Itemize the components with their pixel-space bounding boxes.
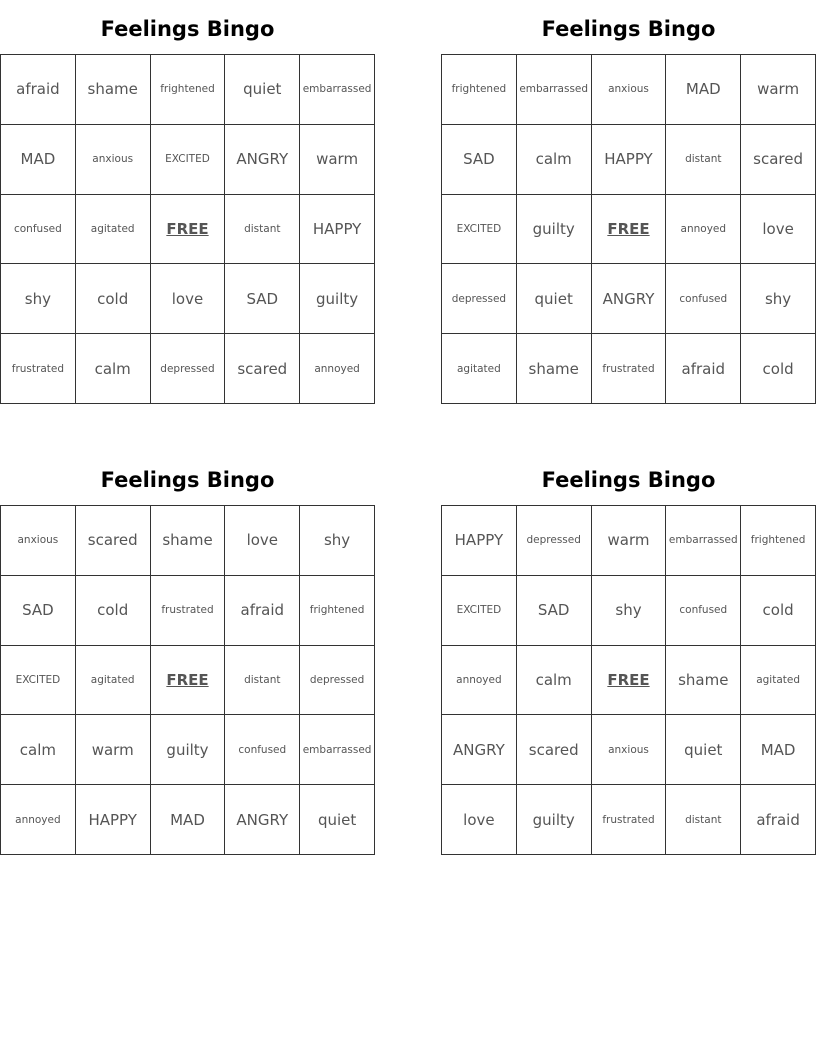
bingo-cell: calm [517,125,592,195]
bingo-cell: love [151,264,226,334]
bingo-cell: frightened [300,576,375,646]
bingo-cell: ANGRY [442,715,517,785]
bingo-cell: HAPPY [300,195,375,265]
bingo-cell: quiet [225,55,300,125]
bingo-cell: annoyed [1,785,76,855]
bingo-cell: MAD [666,55,741,125]
bingo-cell: SAD [1,576,76,646]
bingo-cell: EXCITED [442,576,517,646]
bingo-cell: calm [1,715,76,785]
bingo-cell: agitated [741,646,816,716]
bingo-cell: scared [741,125,816,195]
bingo-cell: warm [592,506,667,576]
bingo-cell: distant [225,195,300,265]
card-title: Feelings Bingo [100,17,275,41]
bingo-cell: guilty [517,195,592,265]
bingo-grid [441,54,816,404]
bingo-cell: love [741,195,816,265]
bingo-cell: shy [1,264,76,334]
bingo-cell: shy [300,506,375,576]
bingo-cell: calm [517,646,592,716]
bingo-cell: cold [76,576,151,646]
bingo-cell: annoyed [300,334,375,404]
bingo-cell: embarrassed [666,506,741,576]
bingo-cell: agitated [442,334,517,404]
bingo-cell: guilty [300,264,375,334]
bingo-cell: distant [666,125,741,195]
bingo-cell: frustrated [592,785,667,855]
bingo-cell: HAPPY [442,506,517,576]
bingo-cell: HAPPY [592,125,667,195]
bingo-cell: confused [666,576,741,646]
bingo-cell: annoyed [666,195,741,265]
bingo-cell: ANGRY [592,264,667,334]
bingo-card-2 [441,16,816,378]
bingo-cell: confused [225,715,300,785]
free-space-cell: FREE [592,195,667,265]
bingo-cell: ANGRY [225,785,300,855]
bingo-cell: agitated [76,195,151,265]
bingo-cell: HAPPY [76,785,151,855]
bingo-cell: afraid [225,576,300,646]
bingo-cell: confused [666,264,741,334]
bingo-cell: shame [666,646,741,716]
bingo-cell: shy [592,576,667,646]
bingo-cell: frightened [151,55,226,125]
bingo-cell: embarrassed [300,715,375,785]
bingo-cell: quiet [300,785,375,855]
bingo-cell: anxious [1,506,76,576]
bingo-cell: shy [741,264,816,334]
bingo-grid [0,505,375,855]
bingo-cell: afraid [666,334,741,404]
bingo-cell: EXCITED [1,646,76,716]
bingo-cell: afraid [741,785,816,855]
bingo-cell: frustrated [1,334,76,404]
bingo-cell: quiet [517,264,592,334]
bingo-cell: depressed [517,506,592,576]
bingo-cell: depressed [442,264,517,334]
bingo-cell: depressed [151,334,226,404]
free-space-cell: FREE [151,646,226,716]
bingo-cell: anxious [592,715,667,785]
bingo-card-1 [0,16,375,378]
bingo-cell: MAD [1,125,76,195]
free-space-cell: FREE [592,646,667,716]
bingo-cell: frustrated [592,334,667,404]
bingo-cell: distant [666,785,741,855]
bingo-cell: frightened [741,506,816,576]
bingo-cell: love [225,506,300,576]
bingo-cell: EXCITED [151,125,226,195]
bingo-cell: scared [76,506,151,576]
bingo-grid [0,54,375,404]
bingo-cell: guilty [517,785,592,855]
bingo-cell: cold [741,576,816,646]
bingo-cell: SAD [517,576,592,646]
free-space-cell: FREE [151,195,226,265]
bingo-cell: MAD [151,785,226,855]
bingo-cell: scared [225,334,300,404]
bingo-cell: warm [76,715,151,785]
bingo-cell: annoyed [442,646,517,716]
bingo-cell: distant [225,646,300,716]
bingo-cell: embarrassed [300,55,375,125]
bingo-cell: embarrassed [517,55,592,125]
bingo-grid [441,505,816,855]
bingo-card-3 [0,467,375,829]
bingo-cell: quiet [666,715,741,785]
bingo-cell: shame [151,506,226,576]
bingo-cell: scared [517,715,592,785]
card-title: Feelings Bingo [541,17,716,41]
bingo-cell: depressed [300,646,375,716]
bingo-cell: love [442,785,517,855]
bingo-cell: SAD [225,264,300,334]
card-title: Feelings Bingo [541,468,716,492]
card-title: Feelings Bingo [100,468,275,492]
bingo-cell: MAD [741,715,816,785]
bingo-cell: cold [76,264,151,334]
bingo-cell: afraid [1,55,76,125]
bingo-cell: EXCITED [442,195,517,265]
bingo-cell: warm [300,125,375,195]
bingo-cell: frustrated [151,576,226,646]
bingo-cell: warm [741,55,816,125]
bingo-cell: ANGRY [225,125,300,195]
bingo-cell: shame [76,55,151,125]
bingo-cell: shame [517,334,592,404]
bingo-cell: agitated [76,646,151,716]
bingo-cell: confused [1,195,76,265]
bingo-cell: anxious [76,125,151,195]
bingo-card-4 [441,467,816,829]
bingo-cell: frightened [442,55,517,125]
bingo-cell: SAD [442,125,517,195]
bingo-cell: guilty [151,715,226,785]
bingo-cell: calm [76,334,151,404]
bingo-cell: cold [741,334,816,404]
bingo-cell: anxious [592,55,667,125]
